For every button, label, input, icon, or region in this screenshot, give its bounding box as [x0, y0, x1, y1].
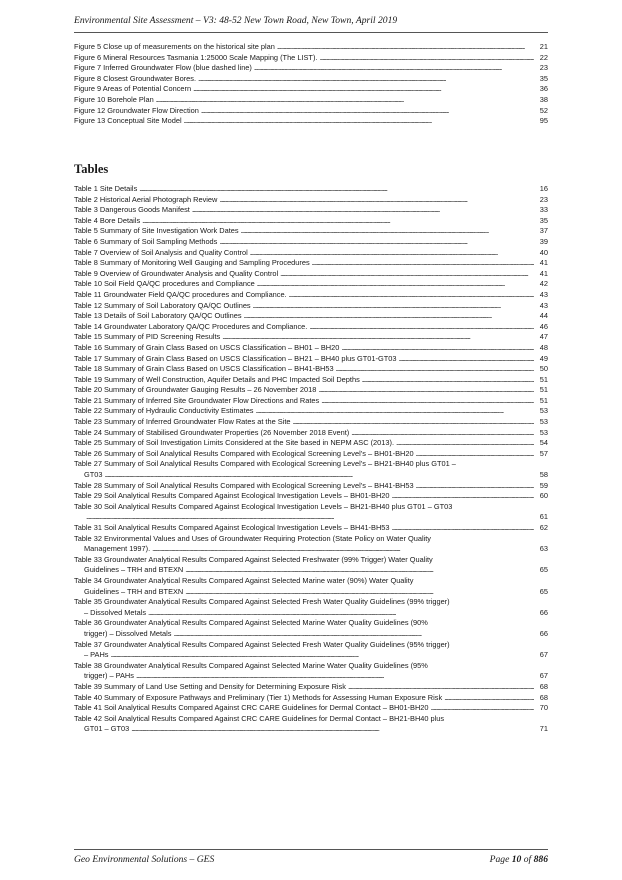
entry-page: 39: [539, 236, 548, 246]
entry-label: Table 9 Overview of Groundwater Analysis and Quality Control: [74, 268, 279, 278]
entry-label: Table 35 Groundwater Analytical Results Compared Against Selected Fresh Water Quality Guidelines (99% trigger): [74, 597, 450, 607]
table-entry[interactable]: [74, 322, 548, 333]
entry-label: Table 39 Summary of Land Use Setting and Density for Determining Exposure Risk: [74, 681, 346, 691]
footer-organisation: Geo Environmental Solutions – GES: [74, 854, 215, 865]
table-entry[interactable]: [74, 555, 548, 576]
entry-label-continued: Guidelines – TRH and BTEXN: [84, 586, 184, 596]
entry-page: 51: [539, 374, 548, 384]
dot-leader: [257, 279, 534, 290]
entry-page: 43: [539, 289, 548, 299]
entry-page: 44: [539, 311, 548, 321]
dot-leader: [309, 322, 534, 333]
entry-label: Table 19 Summary of Well Construction, Aquifer Details and PHC Impacted Soil Depths: [74, 374, 360, 384]
entry-page: 63: [539, 544, 548, 554]
entry-page: 46: [539, 321, 548, 331]
dot-leader: [174, 629, 535, 640]
dot-leader: [341, 343, 534, 354]
entry-label-continued: GT01 – GT03: [84, 724, 130, 734]
entry-label: Table 1 Site Details: [74, 184, 138, 193]
tables-heading: Tables: [74, 162, 109, 176]
entry-label: Table 5 Summary of Site Investigation Work Dates: [74, 226, 239, 236]
entry-label-continued: trigger) – Dissolved Metals: [84, 628, 172, 638]
entry-page: 65: [539, 565, 548, 575]
entry-page: 68: [539, 681, 548, 691]
dot-leader: [201, 106, 534, 117]
dot-leader: [156, 95, 534, 106]
entry-label: Table 29 Soil Analytical Results Compared Against Ecological Investigation Levels – BH01-BH20: [74, 491, 390, 501]
entry-page: 43: [539, 300, 548, 310]
dot-leader: [185, 587, 534, 598]
table-entry[interactable]: [74, 428, 548, 439]
table-entry[interactable]: [74, 661, 548, 682]
entry-page: 60: [539, 491, 548, 501]
entry-page: 33: [539, 205, 548, 215]
footer-rule: [74, 849, 548, 850]
figure-entry[interactable]: [74, 116, 548, 127]
dot-leader: [104, 470, 534, 481]
entry-label: Table 22 Summary of Hydraulic Conductivity Estimates: [74, 406, 254, 416]
dot-leader: [431, 703, 535, 714]
entry-label: Table 40 Summary of Exposure Pathways and Preliminary (Tier 1) Methods for Assessing Human Exposure Risk: [74, 692, 443, 702]
figure-entry[interactable]: [74, 74, 548, 85]
dot-leader: [318, 385, 534, 396]
entry-label-continued: – PAHs: [84, 650, 109, 660]
entry-label: Table 4 Bore Details: [74, 215, 141, 225]
dot-leader: [416, 449, 534, 460]
dot-leader: [392, 491, 534, 502]
dot-leader: [219, 195, 534, 206]
table-entry[interactable]: [74, 290, 548, 301]
entry-label: Table 25 Summary of Soil Investigation Limits Considered at the Site based in NEPM ASC (2013).: [74, 438, 395, 448]
entry-page: 35: [539, 73, 548, 83]
entry-page: 67: [539, 671, 548, 681]
entry-label: Table 21 Summary of Inferred Site Groundwater Flow Directions and Rates: [74, 395, 320, 405]
table-entry[interactable]: [74, 375, 548, 386]
entry-page: 67: [539, 650, 548, 660]
table-entry[interactable]: [74, 332, 548, 343]
entry-label: Table 15 Summary of PID Screening Results: [74, 332, 221, 342]
entry-label: Table 20 Summary of Groundwater Gauging Results – 26 November 2018: [74, 385, 317, 395]
entry-page: 62: [539, 523, 548, 532]
table-entry[interactable]: [74, 248, 548, 259]
dot-leader: [348, 682, 534, 693]
dot-leader: [192, 205, 534, 216]
entry-page: 40: [539, 247, 548, 257]
table-list: [74, 184, 548, 735]
entry-page: 71: [539, 724, 548, 734]
entry-page: 38: [539, 94, 548, 104]
entry-page: 42: [539, 279, 548, 289]
dot-leader: [185, 565, 534, 576]
table-entry[interactable]: [74, 714, 548, 735]
dot-leader: [292, 417, 534, 428]
dot-leader: [444, 693, 534, 704]
table-entry[interactable]: [74, 354, 548, 365]
table-entry[interactable]: [74, 279, 548, 290]
entry-label: Table 23 Summary of Inferred Groundwater Flow Rates at the Site: [74, 417, 291, 427]
dot-leader: [198, 74, 534, 85]
entry-label: Table 30 Soil Analytical Results Compared Against Ecological Investigation Levels – BH21-BH40 plus GT01 – GT03: [74, 501, 453, 511]
table-entry[interactable]: [74, 195, 548, 206]
entry-page: 37: [539, 226, 548, 236]
entry-label: Table 26 Summary of Soil Analytical Results Compared with Ecological Screening Level’s – BH01-BH20: [74, 448, 414, 458]
entry-page: 41: [539, 268, 548, 278]
table-entry[interactable]: [74, 703, 548, 714]
entry-label: Table 28 Summary of Soil Analytical Results Compared with Ecological Screening Level’s – BH41-BH53: [74, 480, 414, 490]
dot-leader: [416, 481, 534, 492]
dot-leader: [222, 332, 534, 343]
dot-leader: [253, 301, 534, 312]
entry-label: Figure 13 Conceptual Site Model: [74, 116, 182, 126]
figure-entry[interactable]: [74, 84, 548, 95]
entry-page: 22: [539, 52, 548, 62]
table-entry[interactable]: [74, 618, 548, 639]
entry-page: 35: [539, 215, 548, 225]
dot-leader: [184, 116, 534, 127]
table-entry[interactable]: [74, 396, 548, 407]
dot-leader: [336, 364, 534, 375]
entry-label: Figure 9 Areas of Potential Concern: [74, 84, 192, 94]
entry-page: 21: [539, 42, 548, 51]
table-entry[interactable]: [74, 438, 548, 449]
table-entry[interactable]: [74, 311, 548, 322]
dot-leader: [152, 544, 534, 555]
table-entry[interactable]: [74, 693, 548, 704]
dot-leader: [241, 226, 534, 237]
entry-page: 61: [539, 512, 548, 522]
header-rule: [74, 32, 548, 33]
entry-label: Table 32 Environmental Values and Uses of Groundwater Requiring Protection (State Policy on Water Quality: [74, 533, 431, 543]
entry-label: Table 38 Groundwater Analytical Results Compared Against Selected Marine Water Quality Guidelines (95%: [74, 660, 428, 670]
entry-page: 51: [539, 395, 548, 405]
entry-label: Table 8 Summary of Monitoring Well Gauging and Sampling Procedures: [74, 258, 310, 268]
entry-label: Table 27 Summary of Soil Analytical Results Compared with Ecological Screening Level’s – BH21-BH40 plus GT01 –: [74, 459, 456, 469]
table-entry[interactable]: [74, 640, 548, 661]
entry-page: 53: [539, 417, 548, 427]
entry-label: Table 31 Soil Analytical Results Compared Against Ecological Investigation Levels – BH41-BH53: [74, 523, 390, 532]
table-entry[interactable]: [74, 205, 548, 216]
table-entry[interactable]: [74, 343, 548, 354]
entry-label: Table 36 Groundwater Analytical Results Compared Against Selected Marine Water Quality Guidelines (90%: [74, 618, 428, 628]
entry-label: Table 6 Summary of Soil Sampling Methods: [74, 236, 218, 246]
table-entry[interactable]: [74, 682, 548, 693]
entry-label: Table 16 Summary of Grain Class Based on USCS Classification – BH01 – BH20: [74, 342, 340, 352]
dot-leader: [254, 63, 534, 74]
entry-label-continued: – Dissolved Metals: [84, 607, 147, 617]
entry-page: 41: [539, 258, 548, 268]
entry-page: 16: [539, 184, 548, 193]
dot-leader: [219, 237, 534, 248]
entry-label: Figure 8 Closest Groundwater Bores.: [74, 73, 196, 83]
entry-page: 57: [539, 448, 548, 458]
dot-leader: [396, 438, 534, 449]
dot-leader: [86, 512, 534, 523]
dot-leader: [280, 269, 534, 280]
entry-page: 52: [539, 105, 548, 115]
table-entry[interactable]: [74, 597, 548, 618]
table-entry[interactable]: [74, 406, 548, 417]
entry-label: Figure 5 Close up of measurements on the historical site plan: [74, 42, 275, 51]
dot-leader: [111, 650, 534, 661]
entry-label: Figure 6 Mineral Resources Tasmania 1:25000 Scale Mapping (The LIST).: [74, 52, 318, 62]
entry-label: Table 42 Soil Analytical Results Compared Against CRC CARE Guidelines for Dermal Contact – BH21-BH40 plus: [74, 713, 445, 723]
figure-entry[interactable]: [74, 95, 548, 106]
entry-label: Table 24 Summary of Stabilised Groundwater Properties (26 November 2018 Event): [74, 427, 350, 437]
table-entry[interactable]: [74, 364, 548, 375]
entry-page: 48: [539, 342, 548, 352]
entry-label: Table 3 Dangerous Goods Manifest: [74, 205, 190, 215]
dot-leader: [392, 523, 534, 534]
dot-leader: [142, 216, 534, 227]
entry-page: 51: [539, 385, 548, 395]
entry-page: 65: [539, 586, 548, 596]
dot-leader: [136, 671, 534, 682]
entry-page: 58: [539, 470, 548, 480]
entry-label-continued: GT03: [84, 470, 103, 480]
table-entry[interactable]: [74, 523, 548, 534]
dot-leader: [193, 84, 534, 95]
dot-leader: [256, 406, 535, 417]
table-entry[interactable]: [74, 534, 548, 555]
table-entry[interactable]: [74, 459, 548, 480]
table-entry[interactable]: [74, 301, 548, 312]
entry-label: Table 34 Groundwater Analytical Results Compared Against Selected Marine water (90%) Water Quality: [74, 575, 414, 585]
dot-leader: [398, 354, 534, 365]
figure-entry[interactable]: [74, 63, 548, 74]
dot-leader: [362, 375, 534, 386]
dot-leader: [277, 42, 534, 53]
table-entry[interactable]: [74, 491, 548, 502]
entry-label: Table 7 Overview of Soil Analysis and Quality Control: [74, 247, 248, 257]
dot-leader: [321, 396, 534, 407]
entry-page: 23: [539, 194, 548, 204]
entry-page: 68: [539, 692, 548, 702]
entry-label: Table 14 Groundwater Laboratory QA/QC Procedures and Compliance.: [74, 321, 308, 331]
entry-label: Figure 7 Inferred Groundwater Flow (blue dashed line): [74, 63, 252, 73]
dot-leader: [312, 258, 534, 269]
entry-label: Table 11 Groundwater Field QA/QC procedures and Compliance.: [74, 289, 287, 299]
table-entry[interactable]: [74, 237, 548, 248]
entry-label: Figure 12 Groundwater Flow Direction: [74, 105, 199, 115]
figure-entry[interactable]: [74, 42, 548, 53]
figure-entry[interactable]: [74, 106, 548, 117]
running-header: Environmental Site Assessment – V3: 48-52 New Town Road, New Town, April 2019: [74, 15, 398, 26]
table-entry[interactable]: [74, 184, 548, 195]
entry-label: Table 2 Historical Aerial Photograph Review: [74, 194, 218, 204]
entry-label-continued: Management 1997).: [84, 544, 151, 554]
figure-list: [74, 42, 548, 127]
table-entry[interactable]: [74, 417, 548, 428]
entry-page: 23: [539, 63, 548, 73]
table-entry[interactable]: [74, 576, 548, 597]
dot-leader: [244, 311, 534, 322]
table-entry[interactable]: [74, 449, 548, 460]
entry-page: 50: [539, 364, 548, 374]
footer-page-number: Page 10 of 886: [489, 854, 548, 865]
table-entry[interactable]: [74, 258, 548, 269]
table-entry[interactable]: [74, 216, 548, 227]
dot-leader: [250, 248, 534, 259]
entry-label: Figure 10 Borehole Plan: [74, 94, 154, 104]
table-entry[interactable]: [74, 502, 548, 523]
entry-page: 53: [539, 406, 548, 416]
figure-entry[interactable]: [74, 53, 548, 64]
entry-page: 49: [539, 353, 548, 363]
table-entry[interactable]: [74, 385, 548, 396]
dot-leader: [148, 608, 534, 619]
dot-leader: [139, 184, 534, 195]
entry-page: 59: [539, 480, 548, 490]
entry-page: 70: [539, 703, 548, 713]
entry-page: 95: [539, 116, 548, 126]
entry-page: 66: [539, 628, 548, 638]
entry-label: Table 37 Groundwater Analytical Results Compared Against Selected Fresh Water Quality Guidelines (95% trigger): [74, 639, 450, 649]
dot-leader: [131, 724, 534, 735]
table-entry[interactable]: [74, 481, 548, 492]
entry-label: Table 12 Summary of Soil Laboratory QA/QC Outlines: [74, 300, 251, 310]
entry-page: 36: [539, 84, 548, 94]
entry-label: Table 33 Groundwater Analytical Results Compared Against Selected Freshwater (99% Trigger) Water Quality: [74, 554, 433, 564]
entry-label: Table 13 Details of Soil Laboratory QA/QC Outlines: [74, 311, 242, 321]
table-entry[interactable]: [74, 269, 548, 280]
dot-leader: [351, 428, 534, 439]
dot-leader: [289, 290, 534, 301]
table-entry[interactable]: [74, 226, 548, 237]
entry-label-continued: trigger) – PAHs: [84, 671, 134, 681]
entry-label: Table 17 Summary of Grain Class Based on USCS Classification – BH21 – BH40 plus GT01-GT03: [74, 353, 397, 363]
entry-page: 47: [539, 332, 548, 342]
entry-page: 66: [539, 607, 548, 617]
entry-label: Table 18 Summary of Grain Class Based on USCS Classification – BH41-BH53: [74, 364, 334, 374]
entry-label: Table 10 Soil Field QA/QC procedures and Compliance: [74, 279, 255, 289]
entry-page: 54: [539, 438, 548, 448]
entry-label: Table 41 Soil Analytical Results Compared Against CRC CARE Guidelines for Dermal Contact – BH01-BH20: [74, 703, 429, 713]
dot-leader: [319, 53, 534, 64]
entry-page: 53: [539, 427, 548, 437]
entry-label-continued: Guidelines – TRH and BTEXN: [84, 565, 184, 575]
